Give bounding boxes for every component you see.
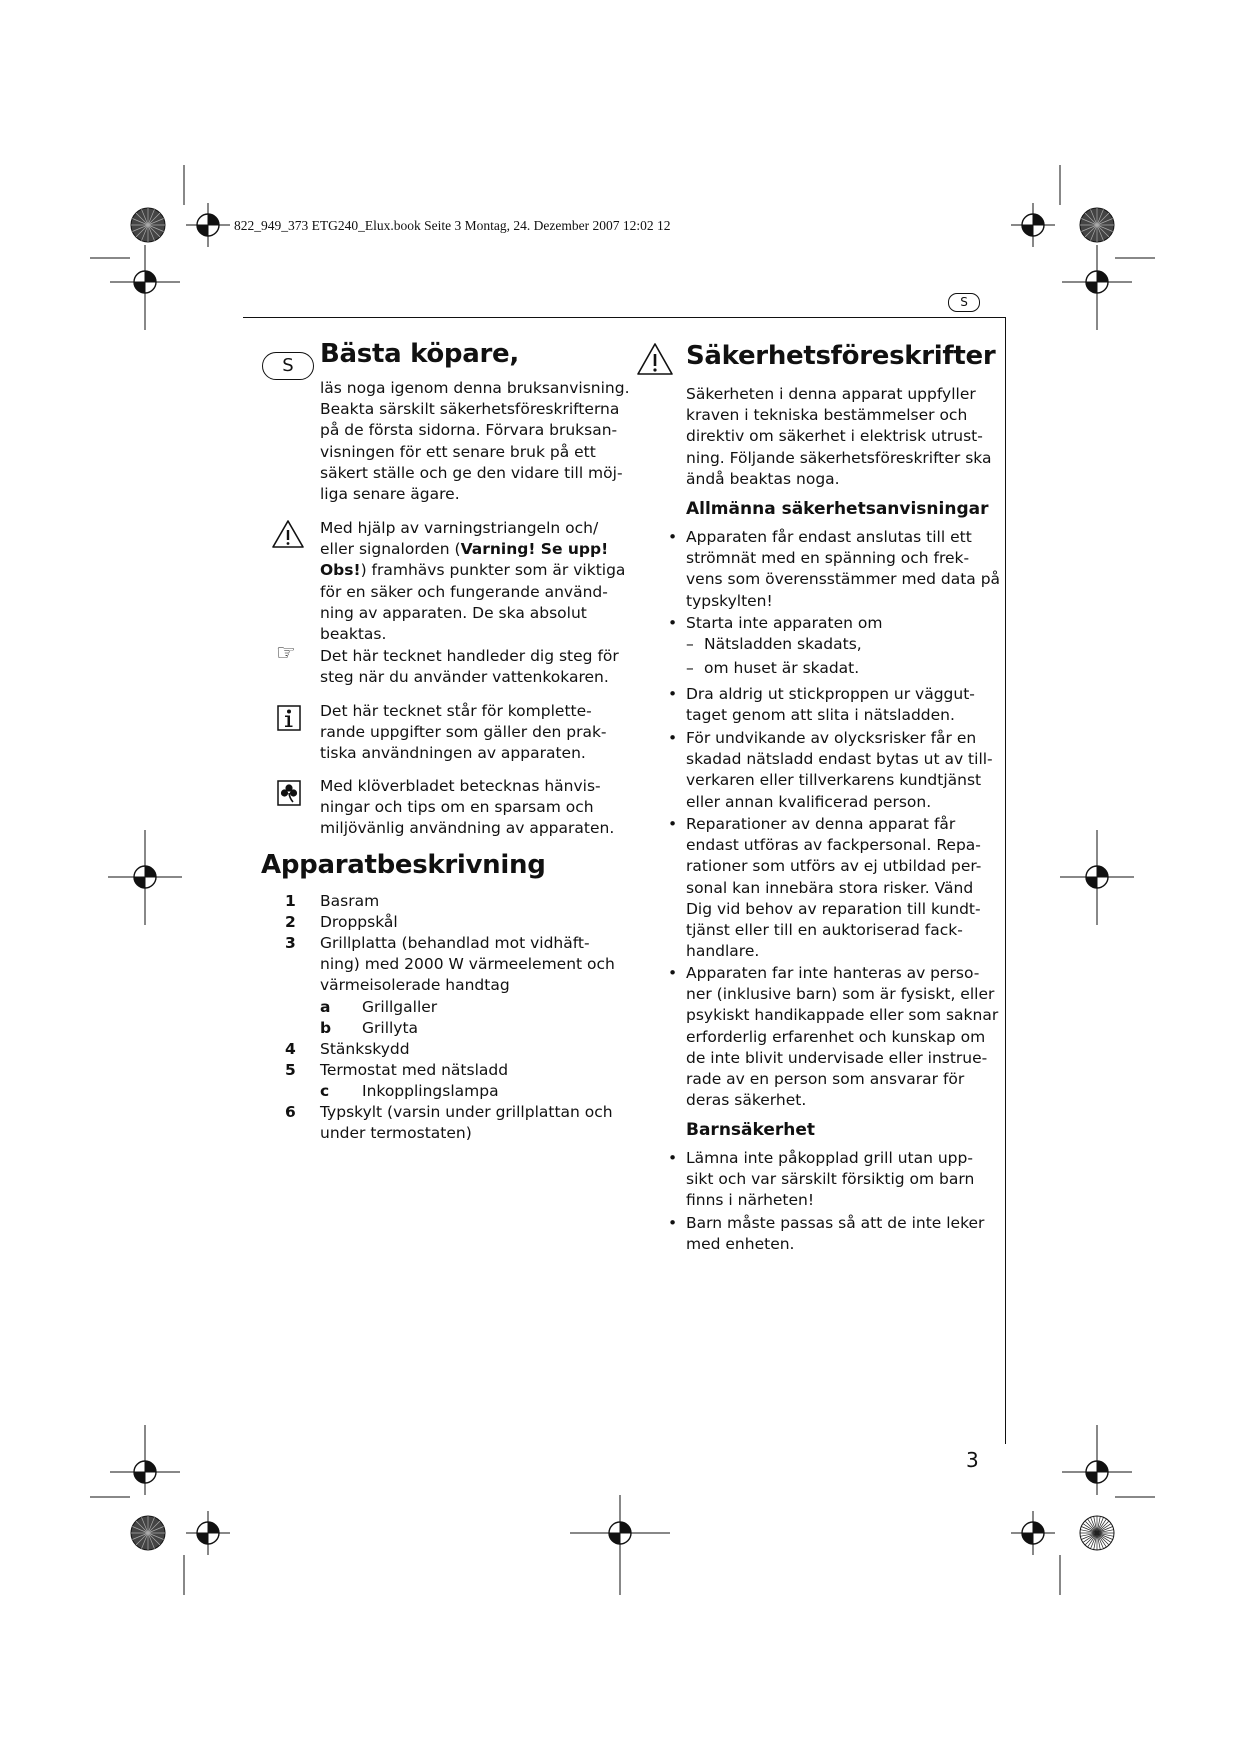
safety-title: Säkerhetsföreskrifter bbox=[686, 341, 996, 371]
item-number: 2 bbox=[285, 913, 296, 931]
safety-bullet-text: Apparaten far inte hanteras av perso- ner (inklusive barn) som är fysiskt, eller psykiskt handikappade eller som saknar erforderlig erfarenhet och kunskap om de inte blivit undervisade eller instrue- rade av en person som ansvarar för deras säkerhet. bbox=[686, 964, 999, 1110]
bullet-mark: • bbox=[668, 528, 678, 546]
item-number: 5 bbox=[285, 1061, 296, 1079]
language-badge: S bbox=[948, 293, 980, 312]
intro-language-badge: S bbox=[262, 352, 314, 380]
intro-title: Bästa köpare, bbox=[320, 339, 519, 369]
clover-symbol-text: Med klöverbladet betecknas hänvis- ningar och tips om en sparsam och miljövänlig användning av apparaten. bbox=[320, 777, 615, 838]
general-safety-heading: Allmänna säkerhetsanvisningar bbox=[686, 499, 989, 519]
bullet-mark: • bbox=[668, 685, 678, 703]
dash-mark: – bbox=[686, 635, 694, 653]
warning-symbol-text: Med hjälp av varningstriangeln och/ eller signalorden (Varning! Se upp! Obs!) framhävs punkter som är viktiga för en säker och fungerande använd- ning av apparaten. De ska absolut beaktas. bbox=[320, 519, 626, 644]
page-number: 3 bbox=[966, 1448, 979, 1472]
bullet-mark: • bbox=[668, 729, 678, 747]
item-text: Termostat med nätsladd bbox=[320, 1061, 509, 1079]
subitem-letter: b bbox=[320, 1019, 332, 1037]
page-frame-right-rule bbox=[1005, 317, 1006, 1444]
subitem-text: Inkopplingslampa bbox=[362, 1082, 499, 1100]
subitem-letter: c bbox=[320, 1082, 330, 1100]
safety-bullet-text: Dra aldrig ut stickproppen ur väggut- taget genom att slita i nätsladden. bbox=[686, 685, 975, 725]
item-number: 1 bbox=[285, 892, 296, 910]
intro-paragraph: läs noga igenom denna bruksanvisning. Beakta särskilt säkerhetsföreskrifterna på de första sidorna. Förvara bruksan- visningen för ett senare bruk på ett säkert ställe och ge den vidare till möj- liga senare ägare. bbox=[320, 379, 630, 504]
safety-bullet-text: För undvikande av olycksrisker får en skadad nätsladd endast bytas ut av till- verkaren eller tillverkarens kundtjänst eller annan kvalificerad person. bbox=[686, 729, 993, 811]
item-text: Grillplatta (behandlad mot vidhäft- ning) med 2000 W värmeelement och värmeisolerade handtag bbox=[320, 934, 615, 995]
info-icon bbox=[277, 705, 301, 731]
item-text: Basram bbox=[320, 892, 380, 910]
safety-dash-text: Nätsladden skadats, bbox=[704, 635, 862, 653]
item-number: 6 bbox=[285, 1103, 296, 1121]
clover-leaf-icon bbox=[277, 780, 301, 806]
pointing-hand-icon: ☞ bbox=[276, 641, 296, 666]
subitem-text: Grillyta bbox=[362, 1019, 419, 1037]
dash-mark: – bbox=[686, 659, 694, 677]
bullet-mark: • bbox=[668, 614, 678, 632]
subitem-text: Grillgaller bbox=[362, 998, 438, 1016]
description-title: Apparatbeskrivning bbox=[261, 850, 546, 880]
safety-bullet-text: Barn måste passas så att de inte leker med enheten. bbox=[686, 1214, 985, 1254]
bullet-mark: • bbox=[668, 1149, 678, 1167]
item-text: Stänkskydd bbox=[320, 1040, 410, 1058]
safety-dash-text: om huset är skadat. bbox=[704, 659, 860, 677]
bullet-mark: • bbox=[668, 964, 678, 982]
info-symbol-text: Det här tecknet står för komplette- rande uppgifter som gäller den prak- tiska användningen av apparaten. bbox=[320, 702, 607, 763]
warning-triangle-icon bbox=[271, 519, 305, 549]
item-number: 3 bbox=[285, 934, 296, 952]
page-frame-top-rule bbox=[243, 317, 1006, 318]
bullet-mark: • bbox=[668, 1214, 678, 1232]
item-text: Typskylt (varsin under grillplattan och under termostaten) bbox=[320, 1103, 613, 1143]
subitem-letter: a bbox=[320, 998, 331, 1016]
hand-symbol-text: Det här tecknet handleder dig steg för steg när du använder vattenkokaren. bbox=[320, 647, 619, 687]
safety-bullet-text: Starta inte apparaten om bbox=[686, 614, 883, 632]
child-safety-heading: Barnsäkerhet bbox=[686, 1120, 816, 1140]
bullet-mark: • bbox=[668, 815, 678, 833]
safety-bullet-text: Reparationer av denna apparat får endast utföras av fackpersonal. Repa- rationer som utförs av ej utbildad per- sonal kan innebära stora risker. Vänd Dig vid behov av reparation till kundt- tjänst eller till en auktoriserad fack- handlare. bbox=[686, 815, 982, 961]
item-number: 4 bbox=[285, 1040, 296, 1058]
print-header: 822_949_373 ETG240_Elux.book Seite 3 Montag, 24. Dezember 2007 12:02 12 bbox=[234, 218, 671, 233]
safety-bullet-text: Apparaten får endast anslutas till ett strömnät med en spänning och frek- vens som överensstämmer med data på typskylten! bbox=[686, 528, 1001, 610]
item-text: Droppskål bbox=[320, 913, 398, 931]
safety-bullet-text: Lämna inte påkopplad grill utan upp- sikt och var särskilt försiktig om barn finns i närheten! bbox=[686, 1149, 975, 1210]
safety-intro: Säkerheten i denna apparat uppfyller kraven i tekniska bestämmelser och direktiv om säkerhet i elektrisk utrust- ning. Följande säkerhetsföreskrifter ska ändå beaktas noga. bbox=[686, 385, 992, 488]
warning-triangle-icon bbox=[636, 342, 674, 376]
